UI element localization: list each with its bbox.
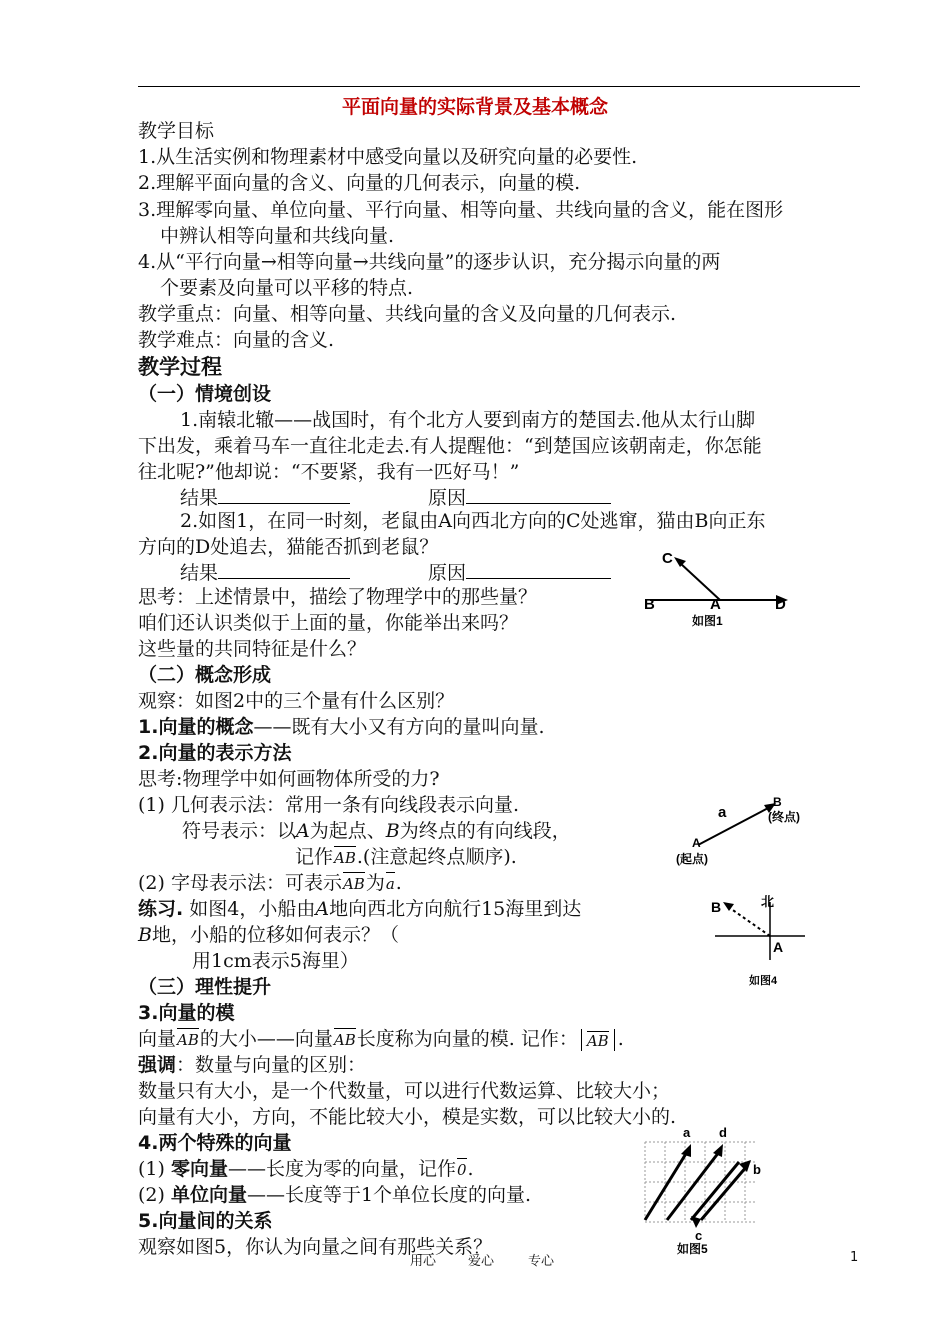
emphasis-text: ：数量与向量的区别： [176, 1054, 367, 1076]
fig1-label-a: A [710, 596, 721, 613]
reason-blank-2[interactable] [466, 560, 611, 579]
letter-text-c: . [395, 872, 402, 894]
notation-line [295, 844, 517, 871]
letter-repr [138, 870, 402, 897]
fig4-label-b: B [711, 899, 722, 915]
modulus-text-c: 长度称为向量的模. 记作： [356, 1028, 578, 1050]
exercise-label: 练习. [138, 898, 184, 920]
exercise-text-b: 地向西北方向航行15海里到达 [329, 898, 582, 920]
relation-heading: 5.向量间的关系 [138, 1210, 273, 1232]
point-a: A [296, 820, 310, 842]
result-blank-2[interactable] [218, 560, 350, 579]
unit-vector-line [138, 1182, 531, 1208]
modulus-text-b: 的大小——向量 [199, 1028, 333, 1050]
fig1-caption: 如图1 [692, 614, 723, 628]
page-number: 1 [850, 1250, 859, 1265]
letter-text-a: (2) 字母表示法：可表示 [138, 872, 342, 894]
header-rule [138, 86, 860, 87]
difficulty: 教学难点：向量的含义. [138, 329, 335, 351]
vector-line: 向量有大小，方向，不能比较大小，模是实数，可以比较大小的. [138, 1106, 677, 1128]
concept-text: ——既有大小又有方向的量叫向量. [253, 716, 545, 738]
relation-text: 观察如图5，你认为向量之间有那些关系？ [138, 1236, 493, 1258]
reason-label-2: 原因 [428, 562, 467, 584]
page-title: 平面向量的实际背景及基本概念 [341, 96, 608, 118]
notation-text-a: 记作 [295, 846, 334, 868]
objective-4: 4.从“平行向量→相等向量→共线向量”的逐步认识，充分揭示向量的两 [138, 251, 721, 273]
process-heading: 教学过程 [138, 355, 222, 379]
vector-a: a [385, 871, 396, 897]
story1-line2: 下出发，乘着马车一直往北走去.有人提醒他：“到楚国应该朝南走，你怎能 [138, 435, 762, 457]
objective-3: 3.理解零向量、单位向量、平行向量、相等向量、共线向量的含义，能在图形 [138, 199, 784, 221]
symbol-text-b: 为起点、 [309, 820, 386, 842]
unit-label: 单位向量 [170, 1184, 247, 1206]
figure-5 [635, 1122, 770, 1257]
observe-line: 观察：如图2中的三个量有什么区别？ [138, 690, 455, 712]
point-b: B [385, 820, 400, 842]
geo-repr: (1) 几何表示法：常用一条有向线段表示向量. [138, 794, 519, 816]
fig2-end-label: (终点) [768, 810, 800, 824]
fig2-label-a: a [718, 804, 727, 821]
exercise-point-a: A [315, 898, 330, 920]
think-line3: 这些量的共同特征是什么？ [138, 638, 367, 660]
figure-2 [670, 795, 820, 870]
modulus-vector-1: AB [176, 1027, 200, 1053]
vector-ab: AB [333, 845, 357, 871]
figure-4 [705, 890, 810, 990]
exercise-point-b: B [138, 924, 152, 946]
fig5-label-d: d [719, 1125, 727, 1140]
zero-text: ——长度为零的向量，记作 [227, 1158, 456, 1180]
footer-middle: 爱心 [468, 1254, 495, 1269]
modulus-vector-3: AB [586, 1032, 609, 1050]
zero-text-end: . [467, 1158, 474, 1180]
result-label-2: 结果 [180, 562, 219, 584]
fig1-label-c: C [662, 550, 673, 567]
scalar-line: 数量只有大小，是一个代数量，可以进行代数运算、比较大小； [138, 1080, 671, 1102]
section3-heading: （三）理性提升 [138, 976, 272, 998]
exercise-text-c: 地，小船的位移如何表示？（ [151, 924, 399, 946]
modulus-vector-2: AB [333, 1027, 357, 1053]
vector-ab-2: AB [342, 871, 366, 897]
modulus-heading: 3.向量的模 [138, 1002, 235, 1024]
objective-3-cont: 中辨认相等向量和共线向量. [160, 225, 395, 247]
story2-line1: 2.如图1，在同一时刻，老鼠由A向西北方向的C处逃窜，猫由B向正东 [180, 510, 766, 532]
key-points: 教学重点：向量、相等向量、共线向量的含义及向量的几何表示. [138, 303, 677, 325]
fig2-label-start: A [692, 836, 701, 850]
unit-index: (2) [138, 1184, 171, 1206]
exercise-line2 [138, 922, 399, 948]
result-label: 结果 [180, 487, 219, 509]
fig2-label-b: B [773, 795, 782, 809]
fig5-label-c: c [695, 1228, 703, 1243]
special-heading: 4.两个特殊的向量 [138, 1132, 292, 1154]
exercise-line3: 用1cm表示5海里） [192, 950, 359, 972]
objectives-heading: 教学目标 [138, 120, 215, 142]
fig5-label-a: a [683, 1125, 691, 1140]
modulus-text-d: . [617, 1028, 624, 1050]
objective-2: 2.理解平面向量的含义、向量的几何表示，向量的模. [138, 172, 581, 194]
reason-label: 原因 [428, 487, 467, 509]
objective-1: 1.从生活实例和物理素材中感受向量以及研究向量的必要性. [138, 146, 638, 168]
figure-1 [640, 545, 800, 635]
repr-think: 思考:物理学中如何画物体所受的力? [138, 768, 440, 790]
fig4-label-north: 北 [761, 894, 775, 909]
story1-line1: 1.南辕北辙——战国时，有个北方人要到南方的楚国去.他从太行山脚 [180, 409, 756, 431]
exercise-line1 [138, 896, 581, 922]
story2-line2: 方向的D处追去，猫能否抓到老鼠？ [138, 536, 439, 558]
symbol-text-c: 为终点的有向线段， [399, 820, 571, 842]
exercise-text-a: 如图4，小船由 [183, 898, 316, 920]
notation-text-b: .(注意起终点顺序). [356, 846, 517, 868]
result-blank[interactable] [218, 485, 350, 504]
fig4-label-a: A [773, 939, 784, 955]
fig5-label-b: b [753, 1162, 761, 1177]
concept-label: 1.向量的概念 [138, 716, 254, 738]
zero-vector-line [138, 1156, 474, 1183]
footer-left: 用心 [410, 1254, 437, 1269]
unit-text: ——长度等于1个单位长度的向量. [246, 1184, 532, 1206]
objective-4-cont: 个要素及向量可以平移的特点. [160, 277, 414, 299]
answer-row-2 [180, 560, 611, 586]
zero-index: (1) [138, 1158, 171, 1180]
emphasis-label: 强调 [138, 1054, 177, 1076]
emphasis-line [138, 1052, 366, 1078]
symbol-line [182, 818, 571, 844]
reason-blank[interactable] [466, 485, 611, 504]
fig1-label-d: D [775, 596, 786, 613]
zero-vector: 0 [456, 1157, 468, 1183]
symbol-text-a: 符号表示：以 [182, 820, 297, 842]
zero-label: 零向量 [170, 1158, 228, 1180]
story1-line3: 往北呢?”他却说：“不要紧，我有一匹好马！” [138, 461, 520, 483]
modulus-text-a: 向量 [138, 1028, 177, 1050]
concept-line [138, 714, 545, 740]
think-line1: 思考：上述情景中，描绘了物理学中的那些量？ [138, 586, 538, 608]
letter-text-b: 为 [365, 872, 385, 894]
section1-heading: （一）情境创设 [138, 383, 272, 405]
repr-heading: 2.向量的表示方法 [138, 742, 292, 764]
fig5-caption: 如图5 [677, 1242, 708, 1256]
think-line2: 咱们还认识类似于上面的量，你能举出来吗？ [138, 612, 519, 634]
fig4-caption: 如图4 [749, 975, 778, 987]
modulus-notation [581, 1029, 615, 1051]
fig1-label-b: B [644, 596, 655, 613]
section2-heading: （二）概念形成 [138, 664, 272, 686]
footer-right: 专心 [528, 1254, 555, 1269]
modulus-line [138, 1026, 624, 1053]
fig2-start-label: (起点) [676, 852, 708, 866]
